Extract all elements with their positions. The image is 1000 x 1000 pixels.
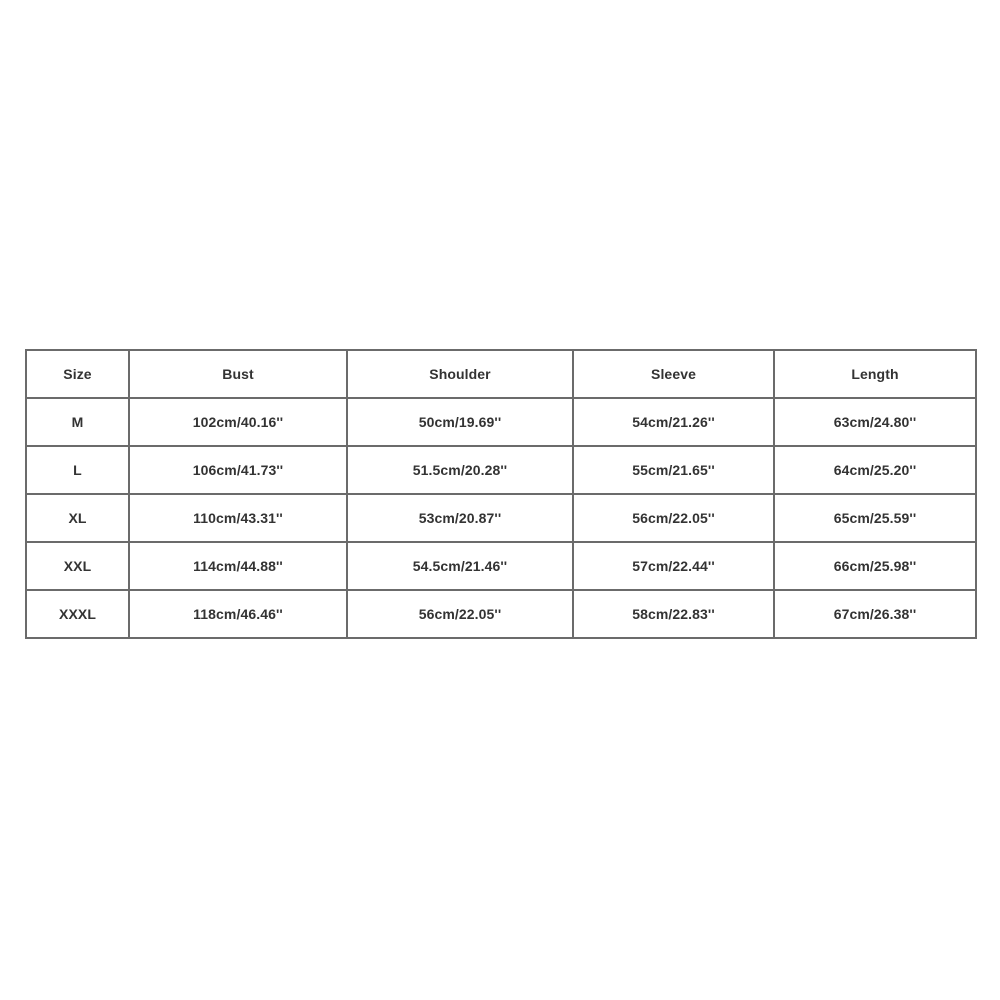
cell-size: XXL: [26, 542, 129, 590]
cell-bust: 102cm/40.16'': [129, 398, 347, 446]
cell-bust: 106cm/41.73'': [129, 446, 347, 494]
cell-shoulder: 56cm/22.05'': [347, 590, 573, 638]
cell-length: 63cm/24.80'': [774, 398, 976, 446]
table-row: [26, 398, 976, 446]
cell-bust: 110cm/43.31'': [129, 494, 347, 542]
cell-shoulder: 54.5cm/21.46'': [347, 542, 573, 590]
header-bust: Bust: [129, 350, 347, 398]
cell-sleeve: 56cm/22.05'': [573, 494, 774, 542]
header-shoulder: Shoulder: [347, 350, 573, 398]
cell-shoulder: 53cm/20.87'': [347, 494, 573, 542]
cell-bust: 118cm/46.46'': [129, 590, 347, 638]
cell-length: 66cm/25.98'': [774, 542, 976, 590]
table-row: [26, 542, 976, 590]
cell-length: 64cm/25.20'': [774, 446, 976, 494]
size-chart-table: [25, 349, 977, 639]
cell-size: XXXL: [26, 590, 129, 638]
cell-sleeve: 54cm/21.26'': [573, 398, 774, 446]
cell-sleeve: 58cm/22.83'': [573, 590, 774, 638]
cell-length: 65cm/25.59'': [774, 494, 976, 542]
cell-bust: 114cm/44.88'': [129, 542, 347, 590]
cell-sleeve: 57cm/22.44'': [573, 542, 774, 590]
cell-size: M: [26, 398, 129, 446]
cell-size: L: [26, 446, 129, 494]
cell-shoulder: 50cm/19.69'': [347, 398, 573, 446]
header-length: Length: [774, 350, 976, 398]
table-row: [26, 446, 976, 494]
cell-length: 67cm/26.38'': [774, 590, 976, 638]
table-header-row: [26, 350, 976, 398]
cell-shoulder: 51.5cm/20.28'': [347, 446, 573, 494]
table-row: [26, 590, 976, 638]
cell-size: XL: [26, 494, 129, 542]
header-sleeve: Sleeve: [573, 350, 774, 398]
cell-sleeve: 55cm/21.65'': [573, 446, 774, 494]
table-row: [26, 494, 976, 542]
header-size: Size: [26, 350, 129, 398]
